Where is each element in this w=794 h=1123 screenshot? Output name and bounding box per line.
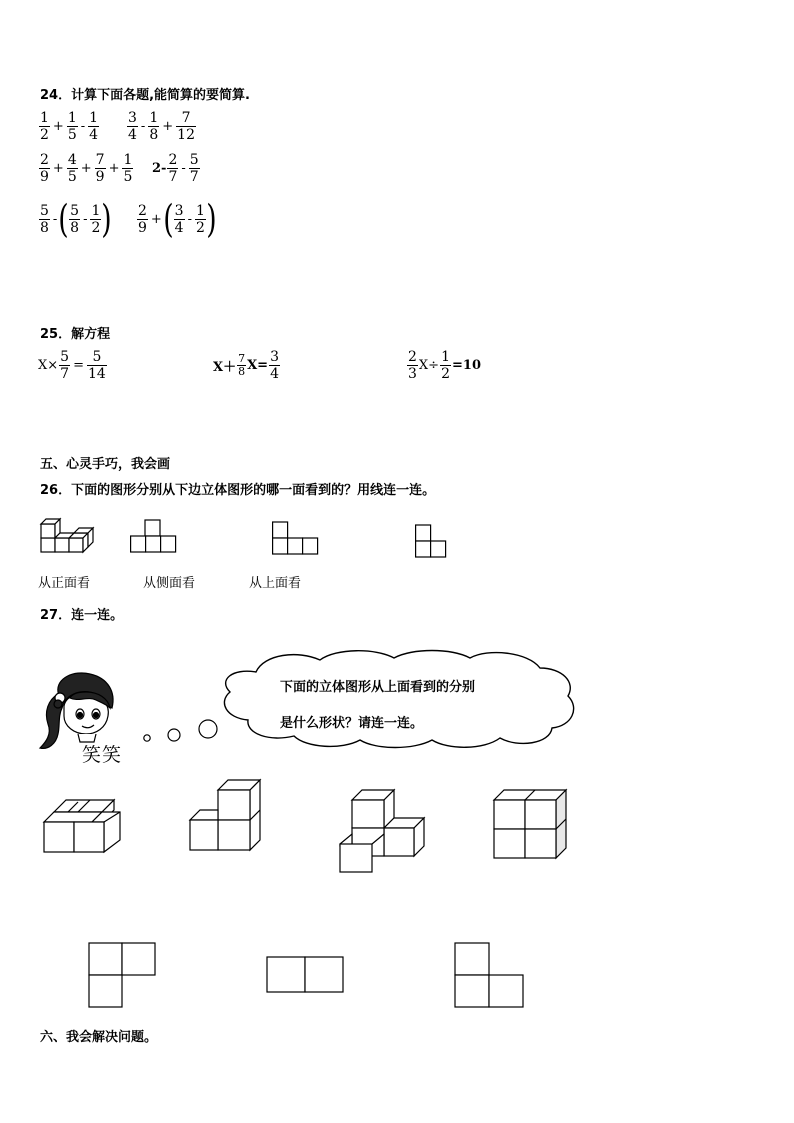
q27-top-view-2 [266, 956, 346, 994]
cloud-text-line-1: 下面的立体图形从上面看到的分别 [280, 680, 476, 695]
speech-cloud [218, 648, 582, 750]
q24-expr-1: $\frac{1}{2}$ + $\frac{1}{5}$ - $\frac{1}{4}$ [40, 110, 99, 143]
q24-expr-3: $\frac{2}{9}$ + $\frac{4}{5}$ + $\frac{7}{9}$ + $\frac{1}{5}$ [40, 152, 133, 185]
q24-expr-2: $\frac{3}{4}$ - $\frac{1}{8}$ + $\frac{7}{12}$ [128, 110, 195, 143]
q26-label-front: 从正面看 [38, 576, 91, 591]
q27-solid-1 [42, 796, 126, 854]
q26-view-shape-3 [415, 524, 449, 560]
q24-expr-6: $\frac{2}{9}$ + ( $\frac{3}{4}$ - $\frac{1}{2}$ ) [138, 197, 217, 241]
section-5-heading: 五、心灵手巧，我会画 [40, 457, 171, 472]
q26-label-side: 从侧面看 [143, 576, 196, 591]
section-6-heading: 六、我会解决问题。 [40, 1030, 158, 1045]
q27-solid-2 [188, 778, 264, 852]
q24-expr-4: 2- $\frac{2}{7}$ - $\frac{5}{7}$ [152, 152, 199, 185]
q27-solid-3 [338, 788, 428, 874]
q26-label-top: 从上面看 [249, 576, 302, 591]
q26-view-shape-2 [272, 521, 320, 557]
q26-solid-figure [40, 514, 100, 554]
q25-equation-3: $\frac{2}{3}$ X÷ $\frac{1}{2}$ =10 [408, 349, 481, 382]
q26-view-shape-1 [130, 519, 178, 555]
q26-title: 26．下面的图形分别从下边立体图形的哪一面看到的？用线连一连。 [40, 483, 436, 498]
q25-equation-2: X＋ $\frac{7}{8}$ X= $\frac{3}{4}$ [213, 349, 279, 382]
q27-title: 27．连一连。 [40, 608, 124, 623]
character-name: 笑笑 [82, 744, 123, 766]
q27-solid-4 [492, 788, 568, 860]
q27-top-view-3 [454, 942, 526, 1008]
thought-bubble-dots [140, 716, 220, 746]
cloud-text-line-2: 是什么形状？请连一连。 [280, 716, 424, 731]
q24-expr-5: $\frac{5}{8}$ - ( $\frac{5}{8}$ - $\frac{1}{2}$ ) [40, 197, 113, 241]
q25-title: 25．解方程 [40, 327, 111, 342]
q27-top-view-1 [88, 942, 158, 1008]
q24-title: 24．计算下面各题,能简算的要简算. [40, 88, 250, 103]
q25-equation-1: X× $\frac{5}{7}$ = $\frac{5}{14}$ [38, 349, 106, 382]
